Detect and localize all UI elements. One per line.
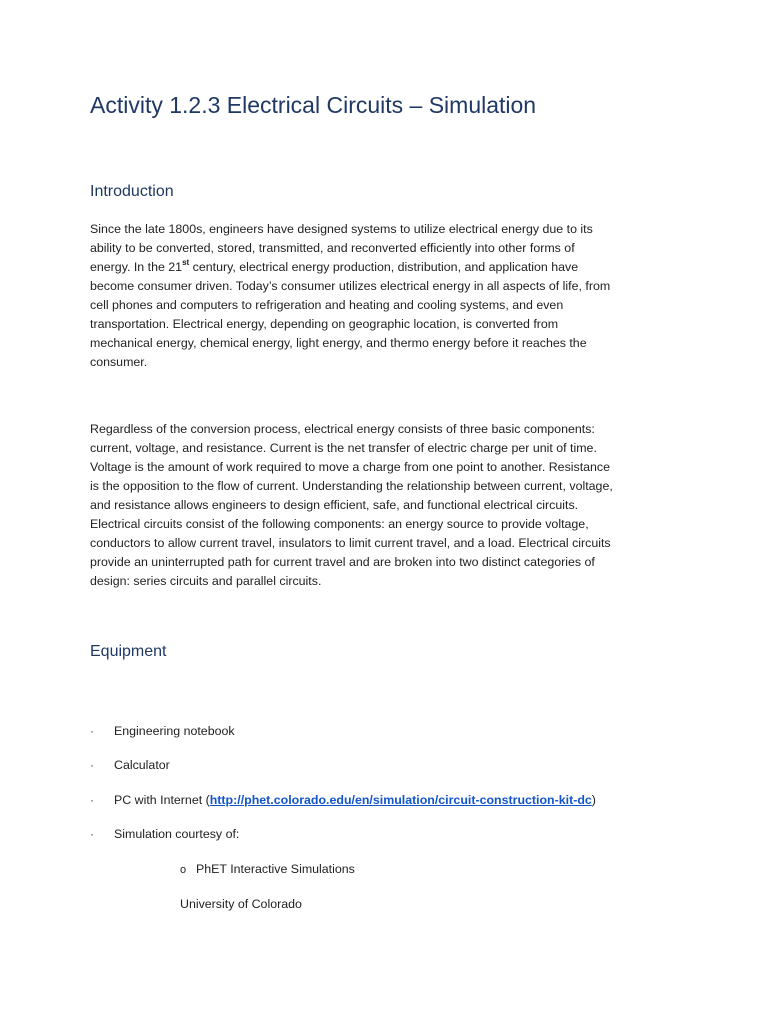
paragraph-line: and resistance allows engineers to design efficient, safe, and functional electrical circuits. <box>90 498 579 512</box>
paragraph-line: cell phones and computers to refrigeration and heating and cooling systems, and even <box>90 298 564 312</box>
equipment-item-label-end: ) <box>591 793 596 807</box>
introduction-paragraph-2 <box>90 420 680 591</box>
equipment-item-notebook <box>90 722 235 741</box>
paragraph-line: design: series circuits and parallel circuits. <box>90 574 322 588</box>
sub-item-label: PhET Interactive Simulations <box>196 862 355 876</box>
ordinal-superscript: st <box>182 257 190 267</box>
bullet-marker: · <box>90 724 95 738</box>
bullet-marker: · <box>90 758 95 772</box>
paragraph-line: conductors to allow current travel, insulators to limit current travel, and a load. Electrical circuits <box>90 536 611 550</box>
equipment-item-calculator <box>90 756 170 775</box>
paragraph-line: ability to be converted, stored, transmitted, and reconverted efficiently into other forms of <box>90 241 575 255</box>
paragraph-line: Electrical circuits consist of the following components: an energy source to provide voltage, <box>90 517 589 531</box>
equipment-item-courtesy <box>90 825 239 844</box>
equipment-item-pc <box>90 791 596 810</box>
paragraph-line: Voltage is the amount of work required to move a charge from one point to another. Resistance <box>90 460 611 474</box>
sub-item-label: University of Colorado <box>180 897 302 911</box>
paragraph-line: current, voltage, and resistance. Current is the net transfer of electric charge per unit of time. <box>90 441 597 455</box>
paragraph-line: Since the late 1800s, engineers have designed systems to utilize electrical energy due to its <box>90 222 593 236</box>
paragraph-line <box>90 258 680 277</box>
equipment-item-label: PC with Internet ( <box>114 793 210 807</box>
paragraph-line: transportation. Electrical energy, depending on geographic location, is converted from <box>90 317 559 331</box>
paragraph-line: become consumer driven. Today’s consumer utilizes electrical energy in all aspects of life, from <box>90 279 611 293</box>
introduction-heading: Introduction <box>90 183 174 200</box>
sub-bullet-marker: o <box>180 864 187 876</box>
sub-item-university <box>180 895 302 914</box>
equipment-item-label: Engineering notebook <box>114 724 235 738</box>
paragraph-line: is the opposition to the flow of current. Understanding the relationship between current, voltage, <box>90 479 613 493</box>
bullet-marker: · <box>90 827 95 841</box>
equipment-item-label: Simulation courtesy of: <box>114 827 240 841</box>
line-text-pre: energy. In the 21 <box>90 260 183 274</box>
document-title: Activity 1.2.3 Electrical Circuits – Simulation <box>90 92 537 118</box>
equipment-heading: Equipment <box>90 643 167 660</box>
sub-item-phet <box>180 860 355 880</box>
paragraph-line: consumer. <box>90 355 148 369</box>
paragraph-line: mechanical energy, chemical energy, light energy, and thermo energy before it reaches the <box>90 336 587 350</box>
introduction-paragraph-1 <box>90 220 680 372</box>
paragraph-line: provide an uninterrupted path for current travel and are broken into two distinct categories of <box>90 555 595 569</box>
line-text-post: century, electrical energy production, distribution, and application have <box>189 260 579 274</box>
equipment-item-label: Calculator <box>114 758 170 772</box>
paragraph-line: Regardless of the conversion process, electrical energy consists of three basic components: <box>90 422 595 436</box>
phet-simulation-link[interactable]: http://phet.colorado.edu/en/simulation/circuit-construction-kit-dc <box>209 793 592 807</box>
bullet-marker: · <box>90 793 95 807</box>
